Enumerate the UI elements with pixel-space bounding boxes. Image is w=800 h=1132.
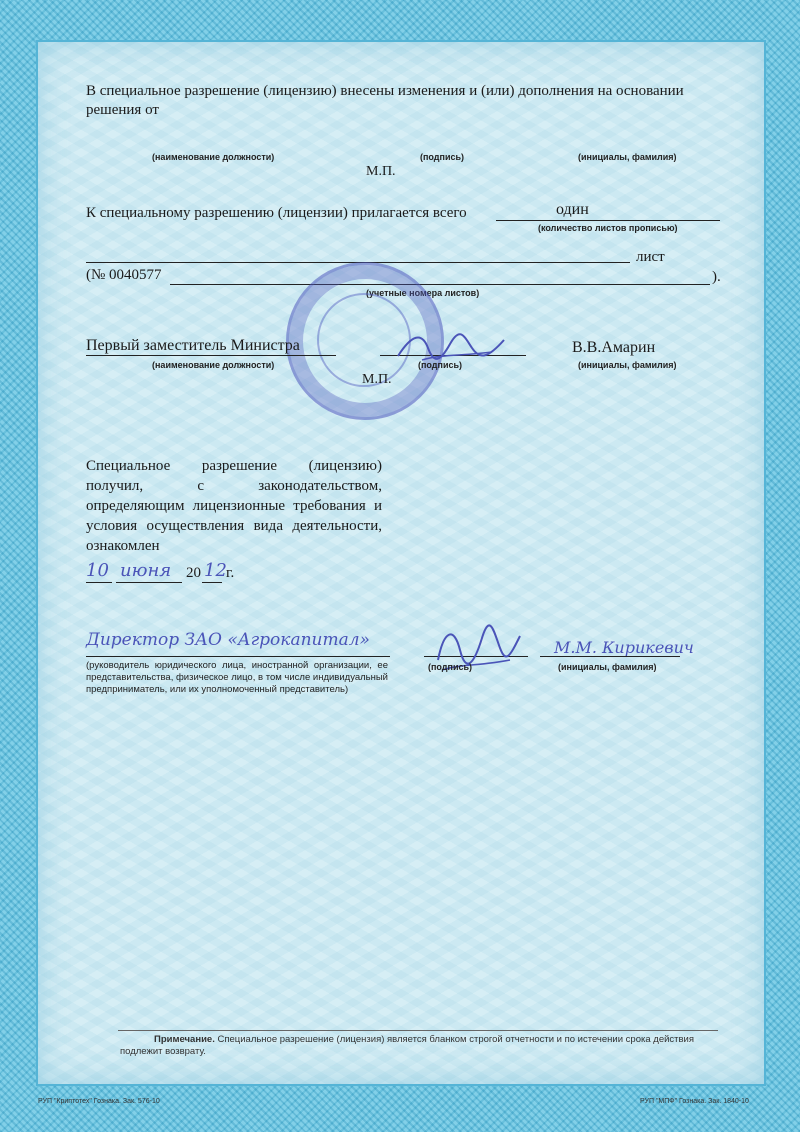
- changes-text: В специальное разрешение (лицензию) внесены изменения и (или) дополнения на основании решения от: [86, 83, 684, 118]
- signature-label-2: (подпись): [418, 360, 463, 370]
- signer-role-label: (руководитель юридического лица, иностранной организации, ее представительства, физическое лицо, в том числе индивидуальный предприниматель, или их уполномоченный представитель): [86, 660, 388, 695]
- date-year-line: [202, 582, 222, 583]
- recipient-position-line: [86, 656, 390, 657]
- initials-label-1: (инициалы, фамилия): [578, 152, 677, 162]
- date-year-prefix: 20: [186, 565, 201, 581]
- mp-mark-1: М.П.: [366, 164, 396, 179]
- official-position-line: [86, 355, 336, 356]
- sheet-number-close: ).: [712, 269, 721, 285]
- position-label-1: (наименование должности): [152, 152, 275, 162]
- position-label-2: (наименование должности): [152, 360, 275, 370]
- initials-label-3: (инициалы, фамилия): [558, 662, 657, 672]
- note-label: Примечание.: [154, 1034, 215, 1045]
- received-text: Специальное разрешение (лицензию) получил, с законодательством, определяющим лицензионные требования и условия осуществления вида деятельности, ознакомлен: [86, 458, 382, 554]
- note: [120, 1034, 720, 1058]
- date-month-line: [116, 582, 182, 583]
- mp-mark-2: М.П.: [362, 372, 392, 387]
- recipient-position: Директор ЗАО «Агрокапитал»: [86, 630, 370, 650]
- signature-label-3: (подпись): [428, 662, 473, 672]
- date-day-line: [86, 582, 112, 583]
- sheets-count-label: (количество листов прописью): [538, 223, 678, 233]
- recipient-name: М.М. Кирикевич: [554, 638, 694, 657]
- sheet-number-line: [170, 284, 710, 285]
- date-month: июня: [120, 560, 172, 581]
- received-date: [86, 560, 286, 586]
- sheet-number: (№ 0040577: [86, 267, 162, 283]
- attachment-text: К специальному разрешению (лицензии) прилагается всего: [86, 205, 467, 221]
- signature-label-1: (подпись): [420, 152, 465, 162]
- sheet-numbers-label: (учетные номера листов): [366, 288, 480, 298]
- note-text: Специальное разрешение (лицензия) является бланком строгой отчетности и по истечении срока действия подлежит возврату.: [120, 1034, 695, 1057]
- date-day: 10: [86, 560, 109, 581]
- initials-label-2: (инициалы, фамилия): [578, 360, 677, 370]
- official-name: В.В.Амарин: [572, 339, 656, 356]
- attachment-count: один: [556, 201, 589, 218]
- note-divider: [118, 1030, 718, 1031]
- date-year-end: г.: [226, 565, 235, 581]
- sheet-unit: лист: [636, 249, 665, 265]
- attachment-count-line: [496, 220, 720, 221]
- footer-left: РУП "Криптотех" Гознака. Зак. 576-10: [38, 1098, 160, 1105]
- recipient-name-line: [540, 656, 680, 657]
- footer-right: РУП "МПФ" Гознака. Зак. 1840-10: [640, 1098, 749, 1105]
- official-position: Первый заместитель Министра: [86, 337, 300, 354]
- date-year-suffix: 12: [204, 560, 227, 581]
